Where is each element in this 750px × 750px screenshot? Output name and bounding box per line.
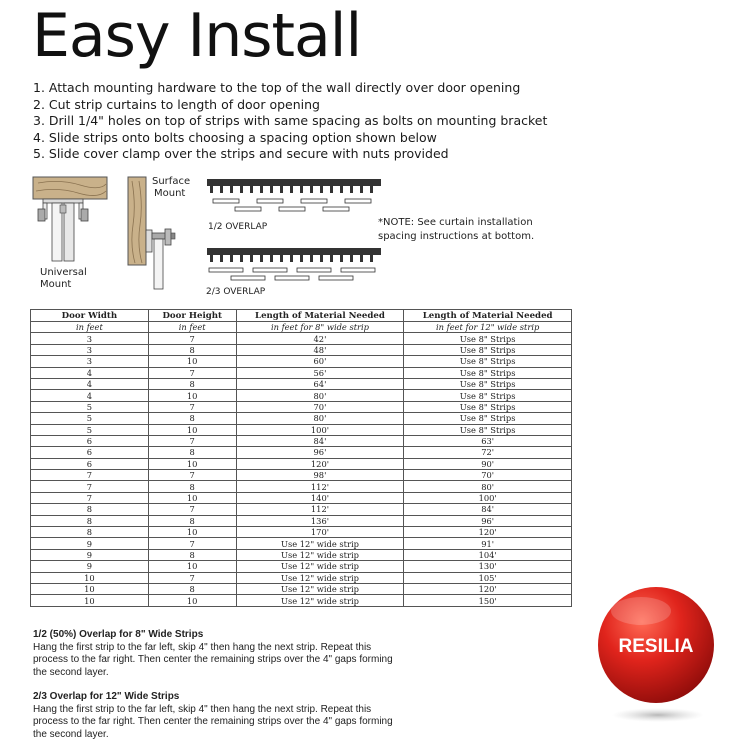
cell-door-height: 8 [148, 515, 236, 526]
half-overlap-line-3: the second layer. [33, 666, 109, 678]
two-thirds-overlap-line-1: Hang the first strip to the far left, skip 4" then hang the next strip. Repeat this [33, 703, 372, 715]
cell-door-width: 10 [31, 583, 149, 594]
cell-door-width: 3 [31, 333, 149, 344]
cell-material-8in: 70' [236, 401, 404, 412]
cell-door-width: 9 [31, 549, 149, 560]
cell-door-width: 9 [31, 561, 149, 572]
cell-material-12in: 120' [404, 583, 572, 594]
cell-material-8in: Use 12" wide strip [236, 538, 404, 549]
cell-door-width: 6 [31, 435, 149, 446]
cell-door-height: 10 [148, 561, 236, 572]
cell-material-12in: Use 8" Strips [404, 413, 572, 424]
material-table [30, 309, 572, 607]
cell-door-width: 7 [31, 470, 149, 481]
cell-door-height: 7 [148, 401, 236, 412]
cell-material-12in: 105' [404, 572, 572, 583]
cell-material-8in: 120' [236, 458, 404, 469]
table-row [31, 481, 572, 492]
cell-door-height: 8 [148, 549, 236, 560]
cell-material-8in: 100' [236, 424, 404, 435]
universal-mount-diagram [30, 175, 110, 270]
table-row [31, 401, 572, 412]
cell-material-12in: 130' [404, 561, 572, 572]
cell-door-height: 7 [148, 367, 236, 378]
cell-material-12in: 96' [404, 515, 572, 526]
cell-door-height: 8 [148, 481, 236, 492]
cell-door-width: 5 [31, 413, 149, 424]
cell-door-width: 4 [31, 378, 149, 389]
step-1: 1. Attach mounting hardware to the top of the wall directly over door opening [33, 80, 521, 95]
table-row [31, 561, 572, 572]
cell-material-12in: 91' [404, 538, 572, 549]
note-line-2: spacing instructions at bottom. [378, 231, 535, 242]
cell-material-12in: 100' [404, 492, 572, 503]
cell-door-width: 5 [31, 424, 149, 435]
cell-door-width: 3 [31, 344, 149, 355]
table-row [31, 333, 572, 344]
cell-door-height: 10 [148, 527, 236, 538]
cell-door-width: 7 [31, 492, 149, 503]
table-row [31, 492, 572, 503]
cell-material-12in: 72' [404, 447, 572, 458]
cell-door-height: 7 [148, 538, 236, 549]
half-overlap-line-2: process to the far right. Then center the remaining strips over the 4" gaps forming [33, 654, 393, 665]
cell-material-12in: 70' [404, 470, 572, 481]
surface-mount-label-line2: Mount [154, 188, 186, 199]
half-overlap-line-1: Hang the first strip to the far left, skip 4" then hang the next strip. Repeat this [33, 641, 372, 653]
cell-material-8in: Use 12" wide strip [236, 572, 404, 583]
cell-door-height: 10 [148, 390, 236, 401]
two-thirds-overlap-instructions [33, 691, 463, 741]
cell-door-width: 10 [31, 572, 149, 583]
cell-door-height: 8 [148, 344, 236, 355]
units-material-12in: in feet for 12" wide strip [404, 322, 572, 333]
table-header-row [31, 310, 572, 322]
cell-material-12in: 90' [404, 458, 572, 469]
half-overlap-instructions [33, 629, 463, 679]
table-row [31, 458, 572, 469]
installation-note [378, 216, 558, 244]
table-row [31, 504, 572, 515]
cell-material-12in: Use 8" Strips [404, 344, 572, 355]
install-steps [33, 80, 547, 163]
universal-mount-label [40, 267, 87, 291]
cell-door-height: 10 [148, 492, 236, 503]
cell-material-8in: 136' [236, 515, 404, 526]
step-3: 3. Drill 1/4" holes on top of strips with same spacing as bolts on mounting bracket [33, 113, 548, 128]
table-row [31, 413, 572, 424]
table-row [31, 424, 572, 435]
step-4: 4. Slide strips onto bolts choosing a spacing option shown below [33, 129, 437, 145]
cell-material-8in: Use 12" wide strip [236, 549, 404, 560]
universal-mount-label-line2: Mount [40, 279, 72, 290]
header-door-width: Door Width [31, 310, 149, 322]
cell-material-8in: Use 12" wide strip [236, 561, 404, 572]
table-row [31, 470, 572, 481]
page-title: Easy Install [32, 1, 362, 71]
cell-material-8in: Use 12" wide strip [236, 595, 404, 606]
cell-door-width: 6 [31, 458, 149, 469]
table-row [31, 549, 572, 560]
cell-door-height: 7 [148, 435, 236, 446]
cell-door-width: 10 [31, 595, 149, 606]
table-row [31, 527, 572, 538]
half-overlap-diagram [205, 178, 385, 218]
note-line-1: *NOTE: See curtain installation [378, 217, 533, 228]
header-material-8in: Length of Material Needed [236, 310, 404, 322]
cell-door-height: 8 [148, 583, 236, 594]
cell-material-8in: 60' [236, 356, 404, 367]
table-row [31, 515, 572, 526]
step-5: 5. Slide cover clamp over the strips and secure with nuts provided [33, 146, 449, 161]
cell-material-8in: 56' [236, 367, 404, 378]
cell-material-8in: 96' [236, 447, 404, 458]
table-row [31, 447, 572, 458]
cell-material-8in: 98' [236, 470, 404, 481]
cell-material-8in: 170' [236, 527, 404, 538]
cell-door-height: 7 [148, 333, 236, 344]
cell-door-height: 10 [148, 356, 236, 367]
step-2: 2. Cut strip curtains to length of door opening [33, 96, 320, 112]
universal-mount-label-line1: Universal [40, 267, 87, 278]
cell-door-height: 8 [148, 447, 236, 458]
cell-door-width: 8 [31, 515, 149, 526]
cell-door-height: 7 [148, 470, 236, 481]
table-row [31, 344, 572, 355]
cell-material-8in: 80' [236, 413, 404, 424]
table-row [31, 367, 572, 378]
header-door-height: Door Height [148, 310, 236, 322]
cell-material-12in: 120' [404, 527, 572, 538]
cell-door-width: 6 [31, 447, 149, 458]
two-thirds-overlap-line-2: process to the far right. Then center the remaining strips over the 4" gaps forming [33, 716, 393, 727]
cell-door-height: 7 [148, 504, 236, 515]
table-row [31, 538, 572, 549]
cell-material-12in: 63' [404, 435, 572, 446]
table-row [31, 435, 572, 446]
cell-material-12in: Use 8" Strips [404, 390, 572, 401]
cell-material-12in: Use 8" Strips [404, 367, 572, 378]
cell-material-12in: 104' [404, 549, 572, 560]
table-row [31, 583, 572, 594]
half-overlap-heading: 1/2 (50%) Overlap for 8" Wide Strips [33, 629, 204, 640]
cell-door-width: 5 [31, 401, 149, 412]
cell-material-8in: 64' [236, 378, 404, 389]
two-thirds-overlap-diagram [205, 247, 385, 287]
cell-door-width: 9 [31, 538, 149, 549]
cell-door-width: 7 [31, 481, 149, 492]
cell-material-8in: 112' [236, 504, 404, 515]
cell-door-height: 7 [148, 572, 236, 583]
cell-material-8in: 112' [236, 481, 404, 492]
table-row [31, 356, 572, 367]
cell-door-width: 8 [31, 527, 149, 538]
cell-material-8in: 140' [236, 492, 404, 503]
cell-door-width: 4 [31, 367, 149, 378]
cell-material-8in: Use 12" wide strip [236, 583, 404, 594]
cell-material-12in: Use 8" Strips [404, 356, 572, 367]
two-thirds-overlap-heading: 2/3 Overlap for 12" Wide Strips [33, 691, 180, 702]
cell-door-width: 4 [31, 390, 149, 401]
cell-door-width: 8 [31, 504, 149, 515]
cell-door-height: 8 [148, 413, 236, 424]
two-thirds-overlap-line-3: the second layer. [33, 728, 109, 740]
half-overlap-label: 1/2 OVERLAP [208, 222, 268, 232]
cell-material-8in: 42' [236, 333, 404, 344]
units-material-8in: in feet for 8" wide strip [236, 322, 404, 333]
cell-material-8in: 84' [236, 435, 404, 446]
cell-material-8in: 80' [236, 390, 404, 401]
two-thirds-overlap-label: 2/3 OVERLAP [206, 287, 266, 297]
resilia-logo [596, 585, 717, 725]
cell-material-8in: 48' [236, 344, 404, 355]
cell-material-12in: Use 8" Strips [404, 378, 572, 389]
logo-text: RESILIA [618, 636, 694, 657]
cell-door-height: 10 [148, 595, 236, 606]
cell-material-12in: 84' [404, 504, 572, 515]
cell-door-height: 10 [148, 458, 236, 469]
cell-material-12in: Use 8" Strips [404, 333, 572, 344]
table-row [31, 572, 572, 583]
units-door-width: in feet [31, 322, 149, 333]
table-body [31, 333, 572, 606]
cell-material-12in: Use 8" Strips [404, 401, 572, 412]
cell-door-width: 3 [31, 356, 149, 367]
header-material-12in: Length of Material Needed [404, 310, 572, 322]
table-row [31, 378, 572, 389]
cell-material-12in: Use 8" Strips [404, 424, 572, 435]
cell-material-12in: 150' [404, 595, 572, 606]
table-row [31, 390, 572, 401]
table-units-row [31, 322, 572, 333]
surface-mount-label-line1: Surface [152, 176, 191, 187]
surface-mount-label [152, 176, 190, 200]
cell-material-12in: 80' [404, 481, 572, 492]
units-door-height: in feet [148, 322, 236, 333]
cell-door-height: 10 [148, 424, 236, 435]
table-row [31, 595, 572, 606]
cell-door-height: 8 [148, 378, 236, 389]
